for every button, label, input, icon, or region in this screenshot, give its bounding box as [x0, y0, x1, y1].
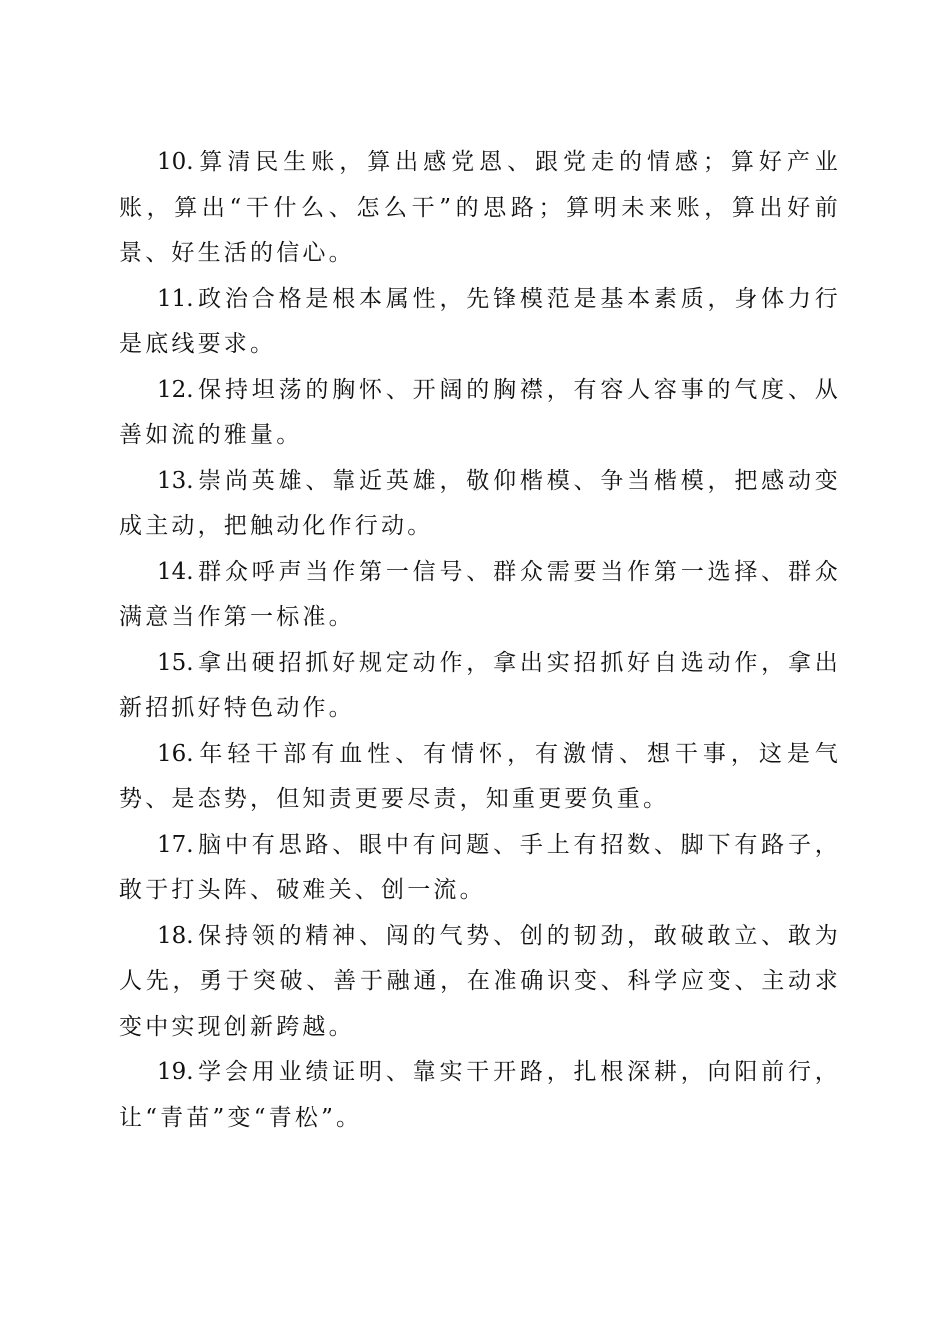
list-item — [119, 1050, 841, 1141]
item-text: 学会用业绩证明、靠实干开路，扎根深耕，向阳前行，让“青苗”变“青松”。 — [119, 1059, 841, 1131]
item-text: 保持坦荡的胸怀、开阔的胸襟，有容人容事的气度、从善如流的雅量。 — [119, 376, 841, 448]
document-body — [119, 140, 841, 1141]
item-text: 年轻干部有血性、有情怀，有激情、想干事，这是气势、是态势，但知责更要尽责，知重更要负重。 — [119, 740, 841, 812]
item-number: 11. — [157, 285, 194, 312]
item-number: 13. — [157, 467, 194, 494]
item-text: 算清民生账，算出感党恩、跟党走的情感；算好产业账，算出“干什么、怎么干”的思路；算明未来账，算出好前景、好生活的信心。 — [119, 149, 841, 266]
list-item — [119, 641, 841, 732]
item-number: 12. — [157, 376, 194, 403]
item-number: 18. — [157, 922, 194, 949]
item-text: 脑中有思路、眼中有问题、手上有招数、脚下有路子，敢于打头阵、破难关、创一流。 — [119, 831, 841, 903]
list-item — [119, 732, 841, 823]
item-number: 10. — [157, 149, 194, 175]
list-item — [119, 140, 841, 277]
list-item — [119, 550, 841, 641]
item-number: 15. — [157, 649, 194, 676]
item-text: 拿出硬招抓好规定动作，拿出实招抓好自选动作，拿出新招抓好特色动作。 — [119, 649, 841, 721]
item-number: 14. — [157, 558, 194, 585]
list-item — [119, 823, 841, 914]
item-number: 17. — [157, 831, 194, 858]
list-item — [119, 277, 841, 368]
item-number: 16. — [157, 740, 194, 767]
item-text: 崇尚英雄、靠近英雄，敬仰楷模、争当楷模，把感动变成主动，把触动化作行动。 — [119, 467, 841, 539]
item-text: 群众呼声当作第一信号、群众需要当作第一选择、群众满意当作第一标准。 — [119, 558, 841, 630]
item-number: 19. — [157, 1059, 194, 1085]
list-item — [119, 914, 841, 1051]
list-item — [119, 368, 841, 459]
list-item — [119, 459, 841, 550]
item-text: 政治合格是根本属性，先锋模范是基本素质，身体力行是底线要求。 — [119, 285, 841, 357]
item-text: 保持领的精神、闯的气势、创的韧劲，敢破敢立、敢为人先，勇于突破、善于融通，在准确识变、科学应变、主动求变中实现创新跨越。 — [119, 922, 841, 1040]
